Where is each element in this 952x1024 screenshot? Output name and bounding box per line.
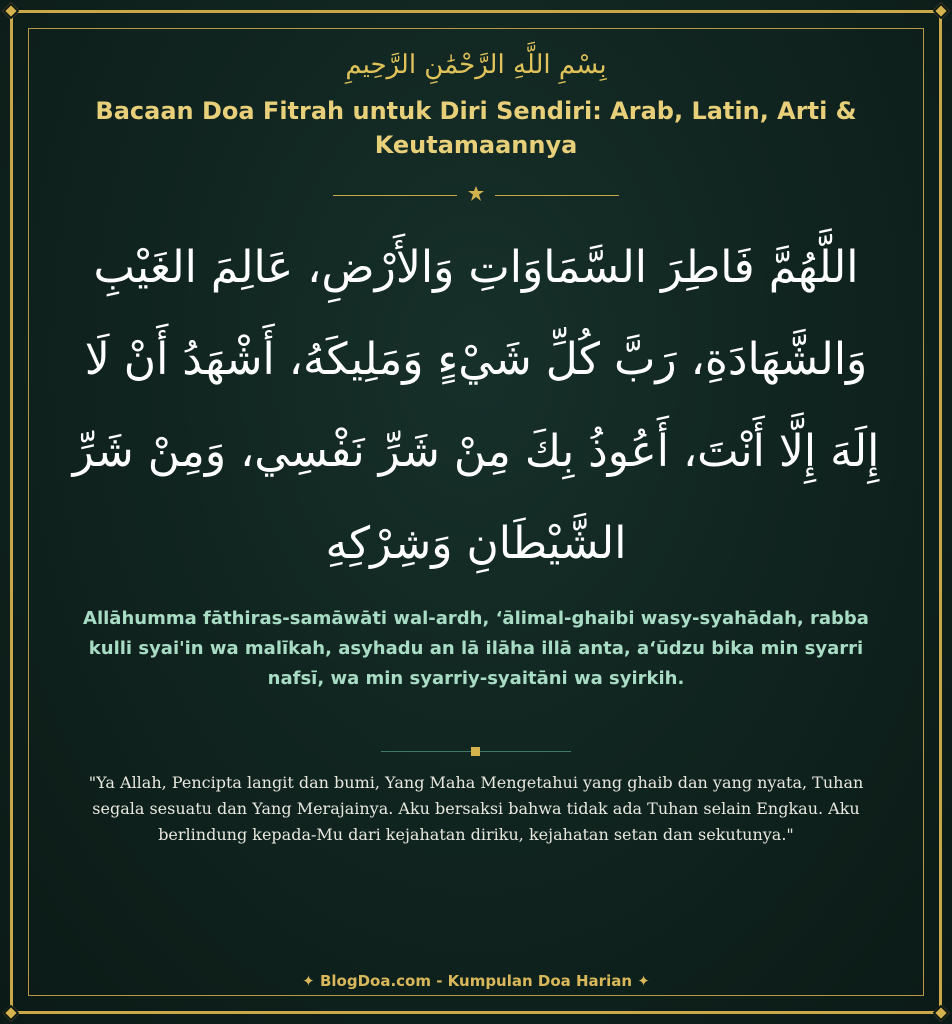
divider-line [333, 195, 457, 196]
latin-transliteration: Allāhumma fāthiras-samāwāti wal-ardh, ‘ālimal-ghaibi wasy-syahādah, rabba kulli syai'in wa malīkah, asyhadu an lā ilāha illā anta, a‘ūdzu bika min syarri nafsī, wa min syarriy-syaitāni wa syirkih. [83, 608, 869, 689]
divider-line [495, 195, 619, 196]
basmalah: بِسْمِ اللَّهِ الرَّحْمَٰنِ الرَّحِيمِ [345, 50, 607, 80]
title-divider [333, 194, 619, 196]
page-title: Bacaan Doa Fitrah untuk Diri Sendiri: Arab, Latin, Arti & Keutamaannya [95, 97, 857, 159]
arabic-prayer-text: اللَّهُمَّ فَاطِرَ السَّمَاوَاتِ وَالأَرْضِ، عَالِمَ الغَيْبِ وَالشَّهَادَةِ، رَبَّ كُلِّ شَيْءٍ وَمَلِيكَهُ، أَشْهَدُ أَنْ لَا إِلَهَ إِلَّا أَنْتَ، أَعُوذُ بِكَ مِنْ شَرِّ نَفْسِي، وَمِنْ شَرِّ الشَّيْطَانِ وَشِرْكِهِ [72, 242, 880, 569]
translation-text: "Ya Allah, Pencipta langit dan bumi, Yang Maha Mengetahui yang ghaib dan yang nyata, Tuhan segala sesuatu dan Yang Merajainya. Aku bersaksi bahwa tidak ada Tuhan selain Engkau. Aku berlindung kepada-Mu dari kejahatan diriku, kejahatan setan dan sekutunya." [88, 773, 864, 844]
star-icon [468, 186, 484, 202]
diamond-icon [471, 747, 480, 756]
footer-credit: ✦ BlogDoa.com - Kumpulan Doa Harian ✦ [302, 972, 650, 990]
